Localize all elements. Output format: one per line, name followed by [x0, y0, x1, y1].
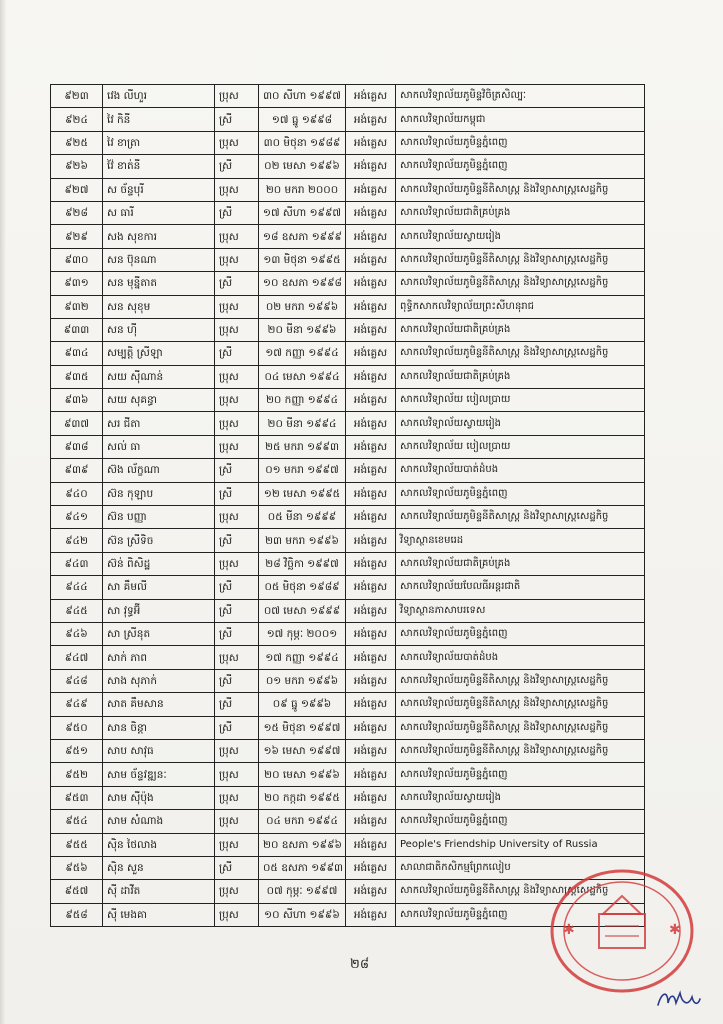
university-cell: សាកលវិទ្យាល័យភូមិន្ទភ្នំពេញ — [396, 155, 645, 178]
university-cell: សាកលវិទ្យាល័យជាតិគ្រប់គ្រង — [396, 365, 645, 388]
language-cell: អង់គ្លេស — [346, 552, 396, 575]
language-cell: អង់គ្លេស — [346, 459, 396, 482]
university-cell: សាកលវិទ្យាល័យភូមិន្ទនីតិសាស្ត្រ និងវិទ្យាសាស្ត្រសេដ្ឋកិច្ច — [396, 880, 645, 903]
gender-cell: ប្រុស — [215, 506, 259, 529]
university-cell: សាកលវិទ្យាល័យភូមិន្ទភ្នំពេញ — [396, 810, 645, 833]
full-name-cell: សាក់ ភាព — [103, 646, 215, 669]
page-number: ២៨ — [350, 957, 370, 972]
row-number-cell: ៩៣៧ — [51, 412, 103, 435]
university-cell: សាកលវិទ្យាល័យភូមិន្ទភ្នំពេញ — [396, 903, 645, 926]
language-cell: អង់គ្លេស — [346, 342, 396, 365]
university-cell: សាកលវិទ្យាល័យជាតិគ្រប់គ្រង — [396, 552, 645, 575]
table-row — [51, 693, 645, 716]
language-cell: អង់គ្លេស — [346, 833, 396, 856]
date-of-birth-cell: ១៧ កុម្ភៈ ២០០១ — [259, 622, 346, 645]
gender-cell: ប្រុស — [215, 295, 259, 318]
language-cell: អង់គ្លេស — [346, 225, 396, 248]
row-number-cell: ៩៥៣ — [51, 786, 103, 809]
table-row — [51, 108, 645, 131]
full-name-cell: ស៊ិន សួន — [103, 856, 215, 879]
university-cell: សាកលវិទ្យាល័យស្វាយរៀង — [396, 786, 645, 809]
language-cell: អង់គ្លេស — [346, 622, 396, 645]
language-cell: អង់គ្លេស — [346, 295, 396, 318]
gender-cell: ស្រី — [215, 459, 259, 482]
date-of-birth-cell: ០៧ កុម្ភៈ ១៩៩៧ — [259, 880, 346, 903]
language-cell: អង់គ្លេស — [346, 856, 396, 879]
full-name-cell: សល់ ធា — [103, 435, 215, 458]
language-cell: អង់គ្លេស — [346, 529, 396, 552]
date-of-birth-cell: ១៧ កញ្ញា ១៩៩៤ — [259, 646, 346, 669]
gender-cell: ប្រុស — [215, 131, 259, 154]
row-number-cell: ៩២៤ — [51, 108, 103, 131]
university-cell: សាកលវិទ្យាល័យបាត់ដំបង — [396, 646, 645, 669]
university-cell: សាកលវិទ្យាល័យបាត់ដំបង — [396, 459, 645, 482]
language-cell: អង់គ្លេស — [346, 693, 396, 716]
table-row — [51, 318, 645, 341]
full-name-cell: សន ហ៊ី — [103, 318, 215, 341]
language-cell: អង់គ្លេស — [346, 903, 396, 926]
row-number-cell: ៩៥៥ — [51, 833, 103, 856]
table-row — [51, 622, 645, 645]
date-of-birth-cell: ៣០ មិថុនា ១៩៨៩ — [259, 131, 346, 154]
full-name-cell: វ៉ៃ ខាត់នី — [103, 155, 215, 178]
gender-cell: ប្រុស — [215, 786, 259, 809]
full-name-cell: ស ធារី — [103, 201, 215, 224]
language-cell: អង់គ្លេស — [346, 178, 396, 201]
table-row — [51, 646, 645, 669]
full-name-cell: ស៊ិន ថៃលាង — [103, 833, 215, 856]
table-row — [51, 529, 645, 552]
full-name-cell: សន សុខុម — [103, 295, 215, 318]
gender-cell: ស្រី — [215, 693, 259, 716]
row-number-cell: ៩៣៨ — [51, 435, 103, 458]
row-number-cell: ៩៤៦ — [51, 622, 103, 645]
roster-table-body — [51, 85, 645, 927]
table-row — [51, 201, 645, 224]
table-row — [51, 435, 645, 458]
official-seal-stamp — [547, 866, 697, 996]
language-cell: អង់គ្លេស — [346, 389, 396, 412]
row-number-cell: ៩៤៣ — [51, 552, 103, 575]
full-name-cell: សម្បត្តិ ស្រីឡា — [103, 342, 215, 365]
language-cell: អង់គ្លេស — [346, 482, 396, 505]
date-of-birth-cell: ០៩ ធ្នូ ១៩៩៦ — [259, 693, 346, 716]
gender-cell: ស្រី — [215, 108, 259, 131]
language-cell: អង់គ្លេស — [346, 880, 396, 903]
date-of-birth-cell: ១០ ឧសភា ១៩៩៨ — [259, 272, 346, 295]
gender-cell: ប្រុស — [215, 903, 259, 926]
language-cell: អង់គ្លេស — [346, 108, 396, 131]
date-of-birth-cell: ២០ មករា ២០០០ — [259, 178, 346, 201]
full-name-cell: វេង លីហួរ — [103, 85, 215, 108]
language-cell: អង់គ្លេស — [346, 646, 396, 669]
full-name-cell: ស៊ន បញ្ញា — [103, 506, 215, 529]
full-name-cell: វៃ ខាត្រា — [103, 131, 215, 154]
gender-cell: ប្រុស — [215, 763, 259, 786]
full-name-cell: សា ស្រីនុត — [103, 622, 215, 645]
date-of-birth-cell: ២៣ មករា ១៩៩៦ — [259, 529, 346, 552]
full-name-cell: សយ ស៊ីណាន់ — [103, 365, 215, 388]
language-cell: អង់គ្លេស — [346, 131, 396, 154]
date-of-birth-cell: ២០ កញ្ញា ១៩៩៤ — [259, 389, 346, 412]
full-name-cell: ស ច័ន្ទបុរី — [103, 178, 215, 201]
gender-cell: ស្រី — [215, 622, 259, 645]
page-edge-shadow — [0, 0, 6, 1024]
row-number-cell: ៩៤១ — [51, 506, 103, 529]
row-number-cell: ៩៣៥ — [51, 365, 103, 388]
table-row — [51, 716, 645, 739]
gender-cell: ស្រី — [215, 716, 259, 739]
gender-cell: ប្រុស — [215, 435, 259, 458]
gender-cell: ប្រុស — [215, 739, 259, 762]
university-cell: សាកលវិទ្យាល័យភូមិន្ទនីតិសាស្ត្រ និងវិទ្យាសាស្ត្រសេដ្ឋកិច្ច — [396, 178, 645, 201]
date-of-birth-cell: ១០ សីហា ១៩៩៦ — [259, 903, 346, 926]
table-row — [51, 412, 645, 435]
date-of-birth-cell: ២០ មីនា ១៩៩៤ — [259, 412, 346, 435]
university-cell: សាកលវិទ្យាល័យភូមិន្ទនីតិសាស្ត្រ និងវិទ្យាសាស្ត្រសេដ្ឋកិច្ច — [396, 669, 645, 692]
language-cell: អង់គ្លេស — [346, 810, 396, 833]
university-cell: សាកលវិទ្យាល័យភូមិន្ទភ្នំពេញ — [396, 763, 645, 786]
gender-cell: ស្រី — [215, 342, 259, 365]
table-row — [51, 131, 645, 154]
gender-cell: ប្រុស — [215, 318, 259, 341]
gender-cell: ប្រុស — [215, 85, 259, 108]
full-name-cell: សាត គឹមសាន — [103, 693, 215, 716]
row-number-cell: ៩៤៤ — [51, 576, 103, 599]
university-cell: វិទ្យាស្ថានខេមរេដ — [396, 529, 645, 552]
date-of-birth-cell: ២៨ វិច្ឆិកា ១៩៩៧ — [259, 552, 346, 575]
row-number-cell: ៩៥៧ — [51, 880, 103, 903]
row-number-cell: ៩២៦ — [51, 155, 103, 178]
row-number-cell: ៩២៣ — [51, 85, 103, 108]
full-name-cell: ស៊ន កុឡាប — [103, 482, 215, 505]
table-row — [51, 599, 645, 622]
gender-cell: ស្រី — [215, 576, 259, 599]
row-number-cell: ៩៣២ — [51, 295, 103, 318]
date-of-birth-cell: ២៥ មករា ១៩៩៣ — [259, 435, 346, 458]
gender-cell: ប្រុស — [215, 810, 259, 833]
university-cell: វិទ្យាស្ថានភាសាបរទេស — [396, 599, 645, 622]
date-of-birth-cell: ១៧ សីហា ១៩៩៧ — [259, 201, 346, 224]
table-row — [51, 389, 645, 412]
roster-table — [50, 84, 645, 927]
full-name-cell: សាម សំណាង — [103, 810, 215, 833]
row-number-cell: ៩៣១ — [51, 272, 103, 295]
university-cell: សាកលវិទ្យាល័យភូមិន្ទភ្នំពេញ — [396, 482, 645, 505]
row-number-cell: ៩៤៨ — [51, 669, 103, 692]
full-name-cell: សាប សាវុធ — [103, 739, 215, 762]
university-cell: សាកលវិទ្យាល័យជាតិគ្រប់គ្រង — [396, 201, 645, 224]
table-row — [51, 763, 645, 786]
language-cell: អង់គ្លេស — [346, 435, 396, 458]
language-cell: អង់គ្លេស — [346, 576, 396, 599]
gender-cell: ស្រី — [215, 201, 259, 224]
row-number-cell: ៩៤៧ — [51, 646, 103, 669]
university-cell: សាកលវិទ្យាល័យភូមិន្ទភ្នំពេញ — [396, 622, 645, 645]
table-row — [51, 272, 645, 295]
language-cell: អង់គ្លេស — [346, 669, 396, 692]
full-name-cell: សាម ច័ន្ទវឌ្ឍនៈ — [103, 763, 215, 786]
table-row — [51, 810, 645, 833]
row-number-cell: ៩៤២ — [51, 529, 103, 552]
language-cell: អង់គ្លេស — [346, 365, 396, 388]
table-row — [51, 225, 645, 248]
table-row — [51, 833, 645, 856]
gender-cell: ស្រី — [215, 482, 259, 505]
gender-cell: ស្រី — [215, 856, 259, 879]
row-number-cell: ៩៤០ — [51, 482, 103, 505]
gender-cell: ប្រុស — [215, 389, 259, 412]
svg-text:✱: ✱ — [669, 922, 681, 938]
university-cell: សាកលវិទ្យាល័យ បៀលប្រាយ — [396, 389, 645, 412]
language-cell: អង់គ្លេស — [346, 318, 396, 341]
language-cell: អង់គ្លេស — [346, 155, 396, 178]
university-cell: សាកលវិទ្យាល័យ បៀលប្រាយ — [396, 435, 645, 458]
university-cell: សាកលវិទ្យាល័យភូមិន្ទនីតិសាស្ត្រ និងវិទ្យាសាស្ត្រសេដ្ឋកិច្ច — [396, 716, 645, 739]
table-row — [51, 85, 645, 108]
table-row — [51, 248, 645, 271]
university-cell: សាកលវិទ្យាល័យភូមិន្ទនីតិសាស្ត្រ និងវិទ្យាសាស្ត្រសេដ្ឋកិច្ច — [396, 506, 645, 529]
date-of-birth-cell: ២០ កក្កដា ១៩៩៥ — [259, 786, 346, 809]
row-number-cell: ៩២៥ — [51, 131, 103, 154]
language-cell: អង់គ្លេស — [346, 201, 396, 224]
table-row — [51, 178, 645, 201]
university-cell: សាកលវិទ្យាល័យភូមិន្ទវិចិត្រសិល្បៈ — [396, 85, 645, 108]
university-cell: សាកលវិទ្យាល័យភូមិន្ទនីតិសាស្ត្រ និងវិទ្យាសាស្ត្រសេដ្ឋកិច្ច — [396, 342, 645, 365]
row-number-cell: ៩៣៦ — [51, 389, 103, 412]
row-number-cell: ៩៥៦ — [51, 856, 103, 879]
row-number-cell: ៩៤៥ — [51, 599, 103, 622]
row-number-cell: ៩៣៩ — [51, 459, 103, 482]
university-cell: សាកលវិទ្យាល័យស្វាយរៀង — [396, 412, 645, 435]
language-cell: អង់គ្លេស — [346, 763, 396, 786]
gender-cell: ស្រី — [215, 599, 259, 622]
gender-cell: ស្រី — [215, 529, 259, 552]
row-number-cell: ៩៣៤ — [51, 342, 103, 365]
date-of-birth-cell: ១៨ ឧសភា ១៩៩៩ — [259, 225, 346, 248]
language-cell: អង់គ្លេស — [346, 85, 396, 108]
gender-cell: ស្រី — [215, 669, 259, 692]
date-of-birth-cell: ១២ មេសា ១៩៩៥ — [259, 482, 346, 505]
full-name-cell: ស៊ន់ ពិសិដ្ឋ — [103, 552, 215, 575]
gender-cell: ប្រុស — [215, 412, 259, 435]
university-cell: សាកលវិទ្យាល័យស្វាយរៀង — [396, 225, 645, 248]
gender-cell: ប្រុស — [215, 880, 259, 903]
row-number-cell: ៩៥១ — [51, 739, 103, 762]
row-number-cell: ៩៥៤ — [51, 810, 103, 833]
table-row — [51, 365, 645, 388]
table-row — [51, 342, 645, 365]
table-row — [51, 739, 645, 762]
date-of-birth-cell: ០៧ មេសា ១៩៩៩ — [259, 599, 346, 622]
full-name-cell: ស៊ី ដាវីត — [103, 880, 215, 903]
table-row — [51, 155, 645, 178]
language-cell: អង់គ្លេស — [346, 272, 396, 295]
date-of-birth-cell: ០៤ មករា ១៩៩៤ — [259, 810, 346, 833]
date-of-birth-cell: ០៤ មេសា ១៩៩៤ — [259, 365, 346, 388]
gender-cell: ស្រី — [215, 272, 259, 295]
date-of-birth-cell: ០១ មករា ១៩៩៦ — [259, 669, 346, 692]
row-number-cell: ៩២៩ — [51, 225, 103, 248]
row-number-cell: ៩៤៩ — [51, 693, 103, 716]
gender-cell: ប្រុស — [215, 552, 259, 575]
gender-cell: ប្រុស — [215, 365, 259, 388]
table-row — [51, 482, 645, 505]
university-cell: People's Friendship University of Russia — [396, 833, 645, 856]
date-of-birth-cell: ០៥ មីនា ១៩៩៩ — [259, 506, 346, 529]
signature-mark — [654, 985, 704, 1013]
full-name-cell: វៃ កិនី — [103, 108, 215, 131]
university-cell: សាកលវិទ្យាល័យភូមិន្ទភ្នំពេញ — [396, 131, 645, 154]
language-cell: អង់គ្លេស — [346, 412, 396, 435]
date-of-birth-cell: ១៦ មេសា ១៩៩៧ — [259, 739, 346, 762]
date-of-birth-cell: ២០ មីនា ១៩៩៦ — [259, 318, 346, 341]
full-name-cell: សរ ជីតា — [103, 412, 215, 435]
date-of-birth-cell: ០២ មេសា ១៩៩៦ — [259, 155, 346, 178]
table-row — [51, 786, 645, 809]
full-name-cell: សង សុខការ — [103, 225, 215, 248]
gender-cell: ប្រុស — [215, 248, 259, 271]
full-name-cell: សយ សុគន្ធា — [103, 389, 215, 412]
university-cell: សាកលវិទ្យាល័យកម្ពុជា — [396, 108, 645, 131]
date-of-birth-cell: ០១ មករា ១៩៩៧ — [259, 459, 346, 482]
full-name-cell: សាង សុភាក់ — [103, 669, 215, 692]
university-cell: សាកលវិទ្យាល័យភូមិន្ទនីតិសាស្ត្រ និងវិទ្យាសាស្ត្រសេដ្ឋកិច្ច — [396, 739, 645, 762]
date-of-birth-cell: ០២ មករា ១៩៩៦ — [259, 295, 346, 318]
university-cell: សាកលវិទ្យាល័យជាតិគ្រប់គ្រង — [396, 318, 645, 341]
table-row — [51, 576, 645, 599]
gender-cell: ប្រុស — [215, 646, 259, 669]
gender-cell: ប្រុស — [215, 178, 259, 201]
date-of-birth-cell: ១៣ មិថុនា ១៩៩៥ — [259, 248, 346, 271]
row-number-cell: ៩៣៣ — [51, 318, 103, 341]
svg-text:✱: ✱ — [563, 922, 575, 938]
table-row — [51, 459, 645, 482]
date-of-birth-cell: ១៧ កញ្ញា ១៩៩៤ — [259, 342, 346, 365]
language-cell: អង់គ្លេស — [346, 739, 396, 762]
university-cell: សាកលវិទ្យាល័យភូមិន្ទនីតិសាស្ត្រ និងវិទ្យាសាស្ត្រសេដ្ឋកិច្ច — [396, 248, 645, 271]
university-cell: សាកលវិទ្យាល័យភូមិន្ទនីតិសាស្ត្រ និងវិទ្យាសាស្ត្រសេដ្ឋកិច្ច — [396, 272, 645, 295]
university-cell: ពុទ្ធិកសាកលវិទ្យាល័យព្រះសីហនុរាជ — [396, 295, 645, 318]
date-of-birth-cell: ២០ ឧសភា ១៩៩៦ — [259, 833, 346, 856]
date-of-birth-cell: ០៥ មិថុនា ១៩៨៩ — [259, 576, 346, 599]
language-cell: អង់គ្លេស — [346, 786, 396, 809]
date-of-birth-cell: ១៥ មិថុនា ១៩៩៧ — [259, 716, 346, 739]
row-number-cell: ៩៥៨ — [51, 903, 103, 926]
full-name-cell: សាម ស៊ីប៉ុង — [103, 786, 215, 809]
gender-cell: ប្រុស — [215, 225, 259, 248]
date-of-birth-cell: ២០ មេសា ១៩៩៦ — [259, 763, 346, 786]
row-number-cell: ៩៣០ — [51, 248, 103, 271]
full-name-cell: ស៊ង ល័ក្ខណា — [103, 459, 215, 482]
date-of-birth-cell: ៣០ សីហា ១៩៩៧ — [259, 85, 346, 108]
row-number-cell: ៩៥០ — [51, 716, 103, 739]
full-name-cell: សន មុន្នីតាត — [103, 272, 215, 295]
university-cell: សាកលវិទ្យាល័យបែលធីអន្តរជាតិ — [396, 576, 645, 599]
full-name-cell: សាន ចិន្តា — [103, 716, 215, 739]
language-cell: អង់គ្លេស — [346, 599, 396, 622]
table-row — [51, 552, 645, 575]
table-row — [51, 669, 645, 692]
table-row — [51, 506, 645, 529]
university-cell: សាលាជាតិកសិកម្មព្រែកលៀប — [396, 856, 645, 879]
gender-cell: ប្រុស — [215, 833, 259, 856]
date-of-birth-cell: ០៥ ឧសភា ១៩៩៣ — [259, 856, 346, 879]
language-cell: អង់គ្លេស — [346, 248, 396, 271]
gender-cell: ស្រី — [215, 155, 259, 178]
full-name-cell: សន ប៊ុនណា — [103, 248, 215, 271]
university-cell: សាកលវិទ្យាល័យភូមិន្ទនីតិសាស្ត្រ និងវិទ្យាសាស្ត្រសេដ្ឋកិច្ច — [396, 693, 645, 716]
full-name-cell: សា វុទ្ធអ៊ី — [103, 599, 215, 622]
row-number-cell: ៩២៨ — [51, 201, 103, 224]
row-number-cell: ៩៥២ — [51, 763, 103, 786]
full-name-cell: ស៊ី មេងគា — [103, 903, 215, 926]
row-number-cell: ៩២៧ — [51, 178, 103, 201]
language-cell: អង់គ្លេស — [346, 506, 396, 529]
full-name-cell: ស៊ន ស្រីទិច — [103, 529, 215, 552]
language-cell: អង់គ្លេស — [346, 716, 396, 739]
date-of-birth-cell: ១៧ ធ្នូ ១៩៩៨ — [259, 108, 346, 131]
full-name-cell: សា គឹមលី — [103, 576, 215, 599]
table-row — [51, 295, 645, 318]
